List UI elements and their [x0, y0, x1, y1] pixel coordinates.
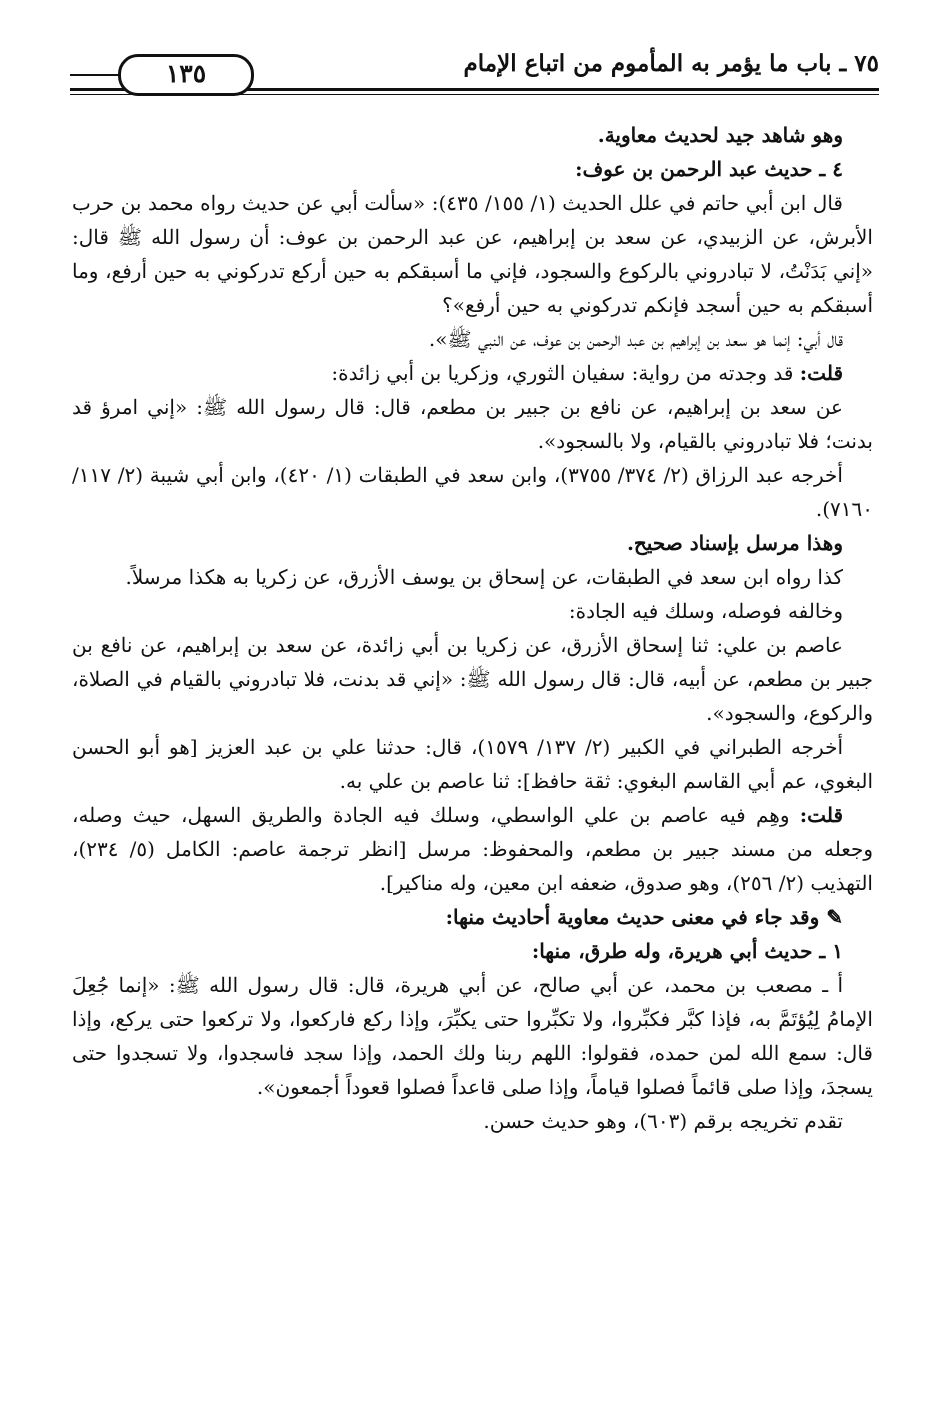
paragraph-text: أخرجه عبد الرزاق (٢/ ٣٧٤/ ٣٧٥٥)، وابن سعد في الطبقات (١/ ٤٢٠)، وابن أبي شيبة (٢/ ١١٧/ ٧١٦٠).	[72, 463, 873, 521]
paragraph	[72, 322, 873, 356]
paragraph-text: عن سعد بن إبراهيم، عن نافع بن جبير بن مطعم، قال: قال رسول الله ﷺ: «إني امرؤ قد بدنت؛ فلا تبادروني بالقيام، ولا بالسجود».	[72, 395, 873, 453]
paragraph-text: كذا رواه ابن سعد في الطبقات، عن إسحاق بن يوسف الأزرق، عن زكريا به هكذا مرسلاً.	[125, 565, 843, 589]
header-ornament-line	[70, 74, 118, 76]
page-body	[72, 118, 873, 1138]
paragraph-text: وهو شاهد جيد لحديث معاوية.	[597, 123, 843, 147]
paragraph	[72, 628, 873, 730]
paragraph	[72, 560, 873, 594]
paragraph	[72, 594, 873, 628]
paragraph	[72, 968, 873, 1104]
paragraph	[72, 730, 873, 798]
paragraph	[72, 900, 873, 934]
paragraph-text: قال أبي: إنما هو سعد بن إبراهيم بن عبد الرحمن بن عوف، عن النبي ﷺ».	[428, 327, 843, 351]
paragraph-text: ٤ ـ حديث عبد الرحمن بن عوف:	[575, 157, 843, 181]
paragraph-text: عاصم بن علي: ثنا إسحاق الأزرق، عن زكريا بن أبي زائدة، عن سعد بن إبراهيم، عن نافع بن جبير بن مطعم، عن أبيه، قال: قال رسول الله ﷺ: «إني قد بدنت، فلا تبادروني بالقيام في الصلاة، والركوع، والسجود».	[72, 633, 873, 725]
paragraph-text: وخالفه فوصله، وسلك فيه الجادة:	[568, 599, 843, 623]
paragraph-text: قال ابن أبي حاتم في علل الحديث (١/ ١٥٥/ ٤٣٥): «سألت أبي عن حديث رواه محمد بن حرب الأبرش، عن الزبيدي، عن سعد بن إبراهيم، عن عبد الرحمن بن عوف: أن رسول الله ﷺ قال: «إني بَدَنْتُ، لا تبادروني بالركوع والسجود، فإني ما أسبقكم به حين أركع تدركوني به حين أرفع، وما أسبقكم به حين أسجد فإنكم تدركوني به حين أرفع»؟	[72, 191, 873, 317]
paragraph-text: ١ ـ حديث أبي هريرة، وله طرق، منها:	[531, 939, 843, 963]
paragraph	[72, 458, 873, 526]
paragraph	[72, 798, 873, 900]
paragraph-text: ✎ وقد جاء في معنى حديث معاوية أحاديث منها:	[445, 905, 843, 929]
paragraph	[72, 390, 873, 458]
paragraph	[72, 526, 873, 560]
paragraph-text: أخرجه الطبراني في الكبير (٢/ ١٣٧/ ١٥٧٩)، قال: حدثنا علي بن عبد العزيز [هو أبو الحسن البغوي، عم أبي القاسم البغوي: ثقة حافظ]: ثنا عاصم بن علي به.	[72, 735, 873, 793]
paragraph-lead: قلت:	[799, 361, 843, 385]
paragraph	[72, 1104, 873, 1138]
paragraph-text: تقدم تخريجه برقم (٦٠٣)، وهو حديث حسن.	[483, 1109, 843, 1133]
page-number: ١٣٥	[118, 54, 254, 96]
running-title: ٧٥ ـ باب ما يؤمر به المأموم من اتباع الإمام	[463, 50, 879, 77]
paragraph	[72, 934, 873, 968]
paragraph-text: قد وجدته من رواية: سفيان الثوري، وزكريا بن أبي زائدة:	[331, 361, 800, 385]
paragraph	[72, 356, 873, 390]
paragraph-text: أ ـ مصعب بن محمد، عن أبي صالح، عن أبي هريرة، قال: قال رسول الله ﷺ: «إنما جُعِلَ الإمامُ لِيُؤتَمَّ به، فإذا كبَّر فكبِّروا، ولا تكبِّروا حتى يكبِّرَ، وإذا ركع فاركعوا، ولا تركعوا حتى يركع، وإذا قال: سمع الله لمن حمده، فقولوا: اللهم ربنا ولك الحمد، وإذا سجد فاسجدوا، ولا تسجدوا حتى يسجدَ، وإذا صلى قائماً فصلوا قياماً، وإذا صلى قاعداً فصلوا قعوداً أجمعون».	[72, 973, 873, 1099]
paragraph	[72, 118, 873, 152]
paragraph	[72, 186, 873, 322]
page-header	[70, 44, 879, 96]
paragraph-lead: قلت:	[799, 803, 843, 827]
paragraph	[72, 152, 873, 186]
paragraph-text: وهِم فيه عاصم بن علي الواسطي، وسلك فيه الجادة والطريق السهل، حيث وصله، وجعله من مسند جبير بن مطعم، والمحفوظ: مرسل [انظر ترجمة عاصم: الكامل (٥/ ٢٣٤)، التهذيب (٢/ ٢٥٦)، وهو صدوق، ضعفه ابن معين، وله مناكير].	[72, 803, 873, 895]
paragraph-text: وهذا مرسل بإسناد صحيح.	[626, 531, 843, 555]
